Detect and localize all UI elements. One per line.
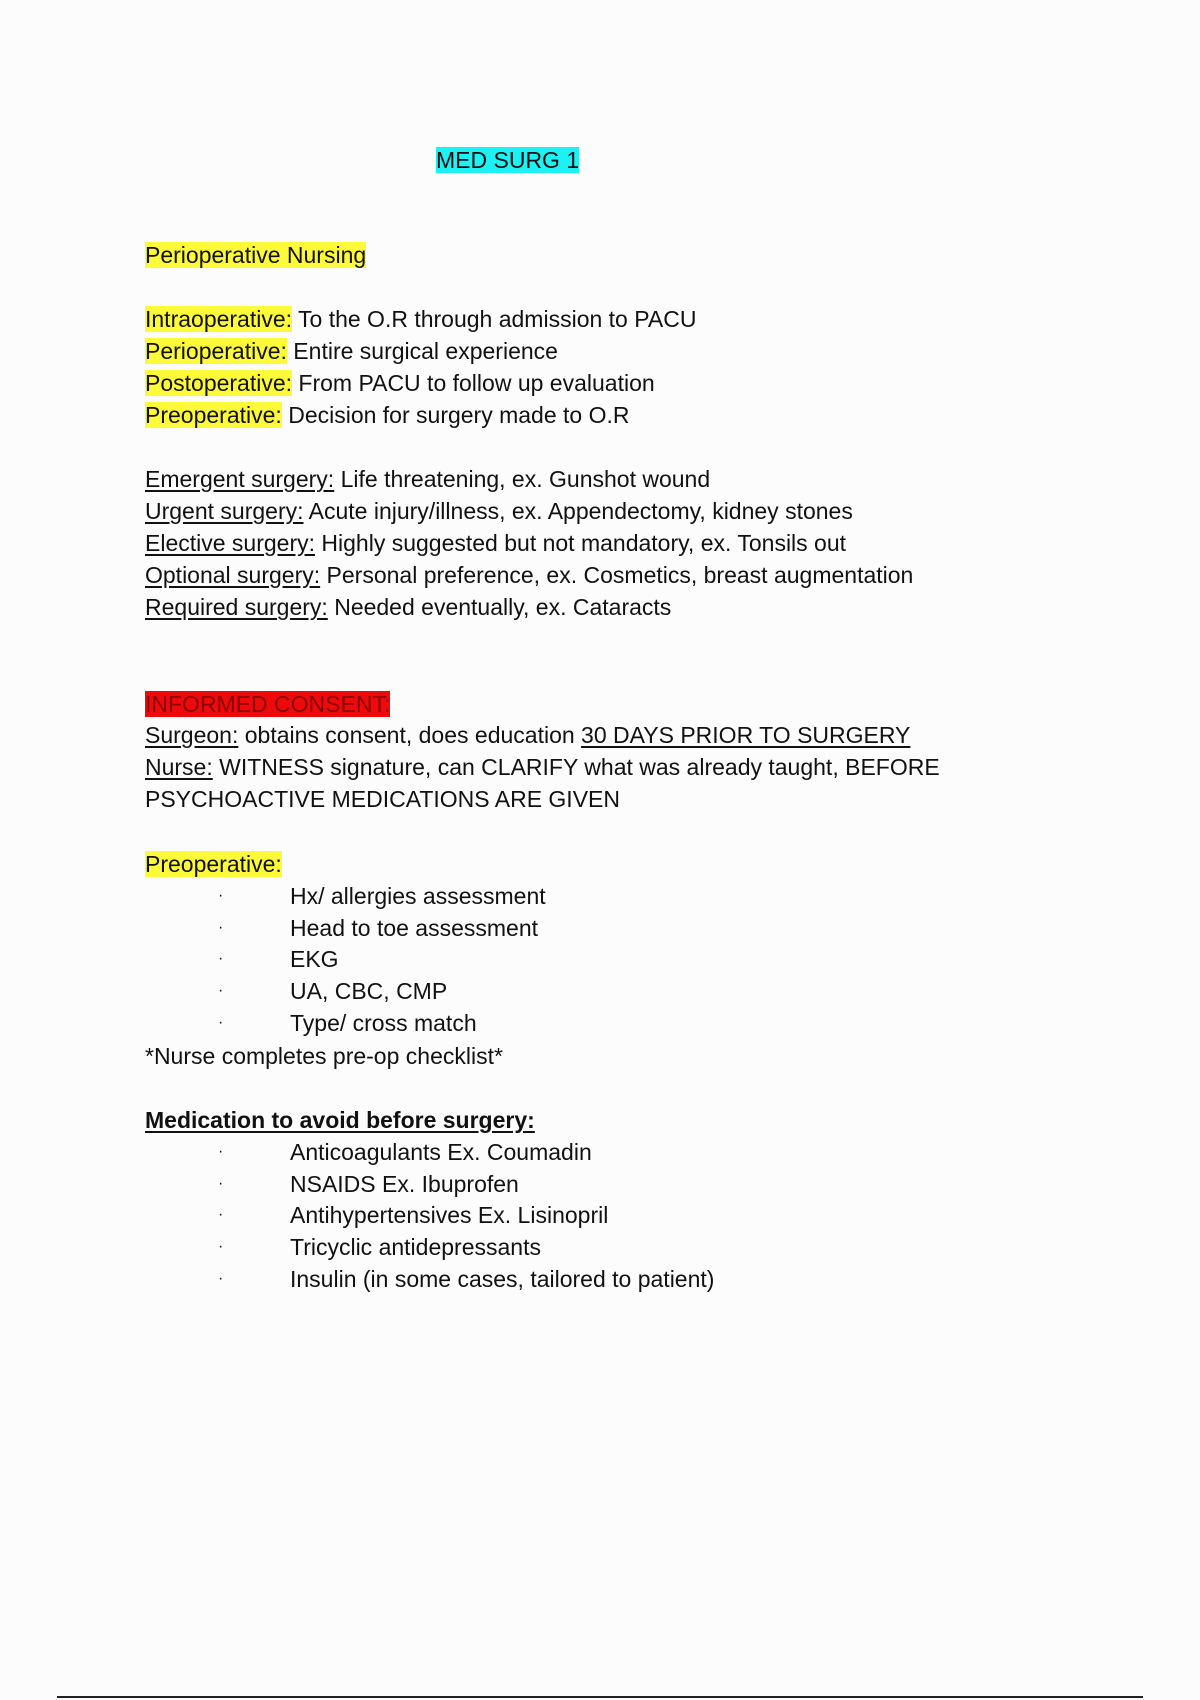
phase-term: Preoperative: bbox=[145, 402, 282, 428]
page-title bbox=[436, 145, 579, 175]
section-heading: Perioperative Nursing bbox=[145, 242, 367, 268]
bullet-icon: · bbox=[218, 1270, 224, 1287]
bullet-icon: · bbox=[218, 887, 224, 904]
nurse-desc: WITNESS signature, can CLARIFY what was already taught, BEFORE bbox=[212, 754, 940, 780]
surgery-term: Urgent surgery: bbox=[145, 498, 304, 524]
surgery-term: Emergent surgery: bbox=[145, 466, 335, 492]
bullet-icon: · bbox=[218, 1238, 224, 1255]
phase-item bbox=[145, 368, 655, 398]
surgery-desc: Needed eventually, ex. Cataracts bbox=[327, 594, 672, 620]
phase-item bbox=[145, 400, 630, 430]
surgery-desc: Acute injury/illness, ex. Appendectomy, kidney stones bbox=[303, 498, 853, 524]
phase-term: Perioperative: bbox=[145, 338, 287, 364]
consent-nurse-line-continued: PSYCHOACTIVE MEDICATIONS ARE GIVEN bbox=[145, 786, 620, 812]
preop-note: *Nurse completes pre-op checklist* bbox=[145, 1043, 503, 1069]
phase-item bbox=[145, 336, 558, 366]
bullet-icon: · bbox=[218, 950, 224, 967]
surgery-desc: Highly suggested but not mandatory, ex. Tonsils out bbox=[315, 530, 847, 556]
surgery-type-item bbox=[145, 592, 671, 622]
surgery-term: Elective surgery: bbox=[145, 530, 316, 556]
surgery-desc: Life threatening, ex. Gunshot wound bbox=[334, 466, 711, 492]
consent-nurse-line bbox=[145, 752, 940, 782]
nurse-term: Nurse: bbox=[145, 754, 213, 780]
preop-heading: Preoperative: bbox=[145, 851, 282, 877]
surgeon-term: Surgeon: bbox=[145, 722, 239, 748]
surgery-type-item bbox=[145, 528, 846, 558]
bullet-icon: · bbox=[218, 1014, 224, 1031]
surgery-term: Optional surgery: bbox=[145, 562, 321, 588]
surgery-term: Required surgery: bbox=[145, 594, 328, 620]
surgery-type-item bbox=[145, 560, 913, 590]
phase-item bbox=[145, 304, 696, 334]
meds-heading: Medication to avoid before surgery: bbox=[145, 1107, 535, 1133]
phase-desc: From PACU to follow up evaluation bbox=[292, 370, 655, 396]
bullet-icon: · bbox=[218, 1143, 224, 1160]
surgery-type-item bbox=[145, 496, 853, 526]
phase-desc: Decision for surgery made to O.R bbox=[281, 402, 630, 428]
consent-surgeon-line bbox=[145, 720, 910, 750]
phase-term: Intraoperative: bbox=[145, 306, 293, 332]
document-page: MED SURG 1 Perioperative Nursing Intraoperative: To the O.R through admission to PACU Perioperative: Entire surgical experience Postoperative: From PACU to follow up evaluation Preoperative: Decision for surgery made to O.R Emergent surgery: Life threatening, ex. Gunshot wound Urgent surgery: Acute injury/illness, ex. Appendectomy, kidney stones Elective surgery: Highly suggested but not mandatory, ex. Tonsils out Optional surgery: Personal preference, ex. Cosmetics, breast augmentation Required surgery: Needed eventually, ex. Cataracts INFORMED CONSENT: Surgeon: obtains consent, does education 30 DAYS PRIOR TO SURGERY Nurse: WITNESS signature, can CLARIFY what was already taught, BEFORE PSYCHOACTIVE MEDICATIONS ARE GIVEN Preoperative: · Hx/ allergies assessment · Head to toe assessment · EKG · UA, CBC, CMP · Type/ cross match *Nurse completes pre-op checklist* Medication to avoid before surgery: · Anticoagulants Ex. Coumadin · NSAIDS Ex. Ibuprofen · Antihypertensives Ex. Lisinopril · Tricyclic antidepressants · Insulin (in some cases, tailored to patient) bbox=[0, 0, 1200, 1700]
surgeon-emphasis: 30 DAYS PRIOR TO SURGERY bbox=[581, 722, 911, 748]
page-bottom-rule bbox=[57, 1696, 1143, 1698]
phase-term: Postoperative: bbox=[145, 370, 293, 396]
surgery-type-item bbox=[145, 464, 710, 494]
bullet-icon: · bbox=[218, 919, 224, 936]
consent-heading: INFORMED CONSENT: bbox=[145, 691, 391, 717]
surgeon-desc: obtains consent, does education bbox=[238, 722, 582, 748]
surgery-desc: Personal preference, ex. Cosmetics, breast augmentation bbox=[320, 562, 914, 588]
phase-desc: Entire surgical experience bbox=[286, 338, 558, 364]
bullet-icon: · bbox=[218, 1206, 224, 1223]
phase-desc: To the O.R through admission to PACU bbox=[292, 306, 697, 332]
bullet-icon: · bbox=[218, 982, 224, 999]
bullet-icon: · bbox=[218, 1175, 224, 1192]
page-title-text: MED SURG 1 bbox=[436, 147, 580, 173]
